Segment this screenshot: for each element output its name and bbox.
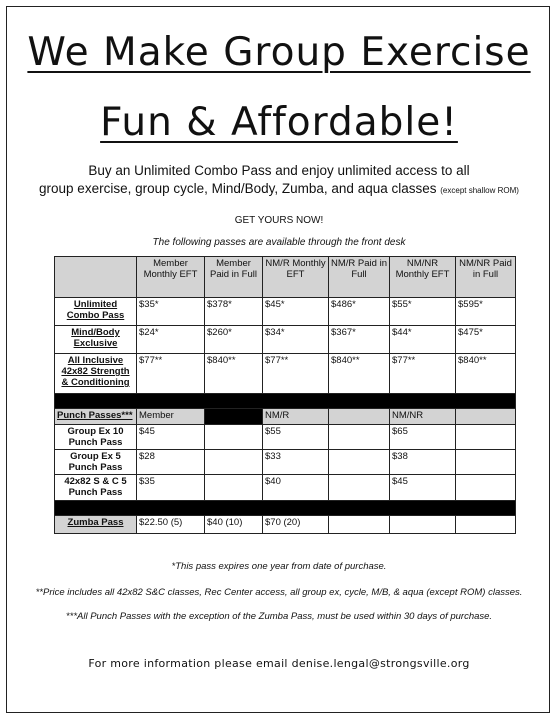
price-cell <box>205 450 263 475</box>
price-cell <box>329 475 390 501</box>
header-cell: Member Monthly EFT <box>137 257 205 298</box>
price-cell: $475* <box>456 326 516 354</box>
price-cell: $34* <box>263 326 329 354</box>
punch-header-blank <box>205 409 263 425</box>
row-label: Group Ex 10 Punch Pass <box>55 425 137 450</box>
price-cell: $70 (20) <box>263 516 329 534</box>
price-cell: $33 <box>263 450 329 475</box>
price-cell: $840** <box>456 354 516 394</box>
price-cell <box>329 450 390 475</box>
table-row <box>55 326 516 354</box>
price-cell <box>329 425 390 450</box>
punch-header-label: Punch Passes*** <box>55 409 137 425</box>
intro-line-1: Buy an Unlimited Combo Pass and enjoy unlimited access to all <box>88 163 470 178</box>
contact-info: For more information please email denise.lengal@strongsville.org <box>88 657 470 670</box>
punch-header-row <box>55 409 516 425</box>
pricing-table <box>54 256 516 534</box>
price-cell: $55 <box>263 425 329 450</box>
price-cell: $367* <box>329 326 390 354</box>
table-row <box>55 450 516 475</box>
price-cell: $45 <box>390 475 456 501</box>
separator-row <box>55 501 516 516</box>
price-cell: $45* <box>263 298 329 326</box>
table-row <box>55 475 516 501</box>
footnote-2: **Price includes all 42x82 S&C classes, Rec Center access, all group ex, cycle, M/B, & aqua (except ROM) classes. <box>35 587 523 598</box>
price-cell: $260* <box>205 326 263 354</box>
intro-line-2-text: group exercise, group cycle, Mind/Body, Zumba, and aqua classes <box>39 181 437 196</box>
header-cell: NM/NR Paid in Full <box>456 257 516 298</box>
header-cell: NM/R Monthly EFT <box>263 257 329 298</box>
price-cell: $40 <box>263 475 329 501</box>
price-cell: $77** <box>390 354 456 394</box>
punch-header-cell: NM/NR <box>390 409 456 425</box>
row-label: All Inclusive 42x82 Strength & Conditioning <box>55 354 137 394</box>
punch-header-cell: Member <box>137 409 205 425</box>
price-cell: $24* <box>137 326 205 354</box>
row-label: Zumba Pass <box>55 516 137 534</box>
price-cell: $840** <box>329 354 390 394</box>
price-cell <box>456 516 516 534</box>
header-cell: Member Paid in Full <box>205 257 263 298</box>
footnote-3: ***All Punch Passes with the exception of the Zumba Pass, must be used within 30 days of purchase. <box>65 611 493 622</box>
get-yours-now: GET YOURS NOW! <box>234 215 324 226</box>
price-cell: $55* <box>390 298 456 326</box>
headline-line-2: Fun & Affordable! <box>100 100 458 145</box>
intro-note: (except shallow ROM) <box>440 186 519 195</box>
price-cell: $378* <box>205 298 263 326</box>
price-cell <box>456 425 516 450</box>
header-cell <box>55 257 137 298</box>
price-cell: $38 <box>390 450 456 475</box>
table-row <box>55 298 516 326</box>
price-cell: $22.50 (5) <box>137 516 205 534</box>
header-cell: NM/R Paid in Full <box>329 257 390 298</box>
zumba-row <box>55 516 516 534</box>
row-label: Group Ex 5 Punch Pass <box>55 450 137 475</box>
price-cell: $35 <box>137 475 205 501</box>
price-cell <box>390 516 456 534</box>
row-label: 42x82 S & C 5 Punch Pass <box>55 475 137 501</box>
footnote-1: *This pass expires one year from date of purchase. <box>171 561 387 572</box>
price-cell <box>329 516 390 534</box>
table-row <box>55 425 516 450</box>
price-cell <box>456 475 516 501</box>
headline-line-1: We Make Group Exercise <box>27 30 531 75</box>
table-row <box>55 354 516 394</box>
price-cell: $65 <box>390 425 456 450</box>
header-cell: NM/NR Monthly EFT <box>390 257 456 298</box>
table-subtitle: The following passes are available through the front desk <box>152 237 406 248</box>
price-cell <box>205 475 263 501</box>
price-cell: $77** <box>263 354 329 394</box>
punch-header-blank <box>329 409 390 425</box>
price-cell <box>205 425 263 450</box>
price-cell: $35* <box>137 298 205 326</box>
price-cell: $28 <box>137 450 205 475</box>
price-cell: $77** <box>137 354 205 394</box>
price-cell: $486* <box>329 298 390 326</box>
separator-row <box>55 394 516 409</box>
price-cell: $44* <box>390 326 456 354</box>
price-cell: $45 <box>137 425 205 450</box>
intro-line-2 <box>0 180 558 199</box>
punch-header-cell: NM/R <box>263 409 329 425</box>
row-label: Unlimited Combo Pass <box>55 298 137 326</box>
price-cell: $40 (10) <box>205 516 263 534</box>
header-row <box>55 257 516 298</box>
row-label: Mind/Body Exclusive <box>55 326 137 354</box>
price-cell: $840** <box>205 354 263 394</box>
punch-header-blank <box>456 409 516 425</box>
price-cell <box>456 450 516 475</box>
price-cell: $595* <box>456 298 516 326</box>
